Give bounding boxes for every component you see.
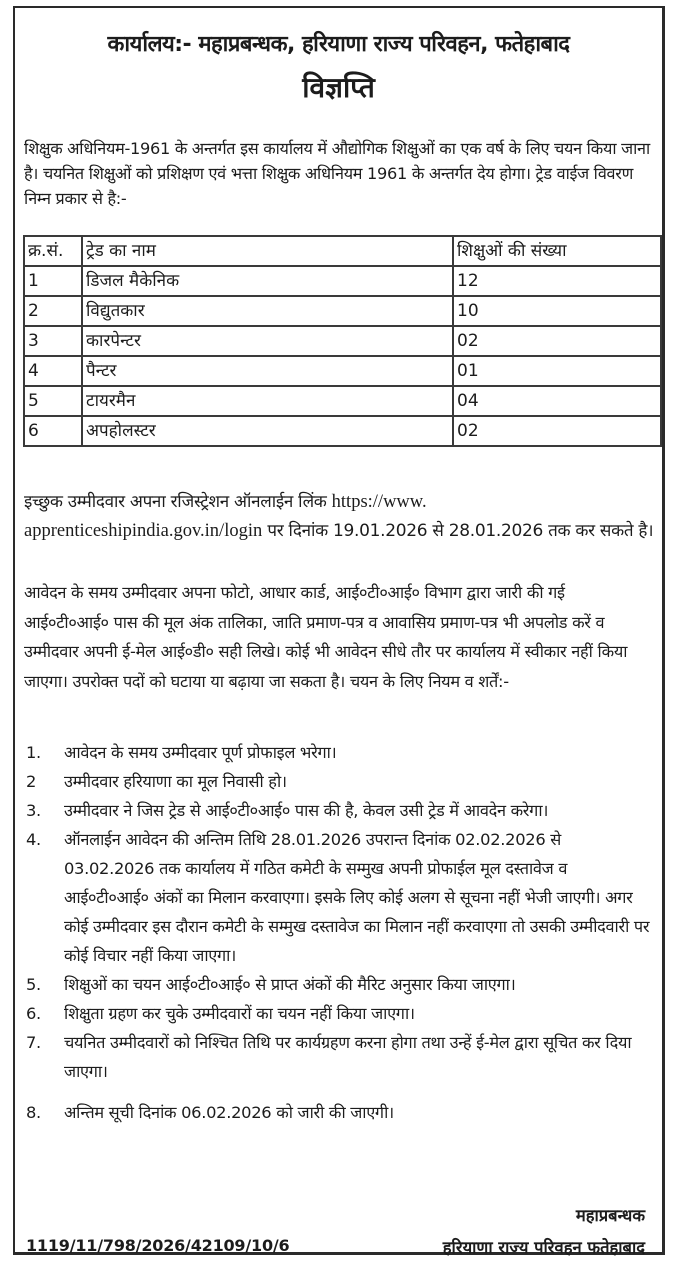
- rule-number: 2: [26, 772, 37, 791]
- registration-link-part2[interactable]: apprenticeshipindia.gov.in/login: [24, 521, 263, 541]
- header-trade: ट्रेड का नाम: [82, 236, 453, 266]
- row-count: 12: [453, 266, 661, 296]
- header-sno: क्र.सं.: [24, 236, 82, 266]
- table-row: [24, 296, 661, 326]
- rule-text: उम्मीदवार ने जिस ट्रेड से आई०टी०आई० पास की है, केवल उसी ट्रेड में आवदेन करेगा।: [64, 801, 549, 820]
- reference-number: 1119/11/798/2026/42109/10/6: [26, 1236, 290, 1255]
- row-sno: 5: [24, 386, 82, 416]
- row-sno: 2: [24, 296, 82, 326]
- rule-text: उम्मीदवार हरियाणा का मूल निवासी हो।: [64, 772, 287, 791]
- rule-number: 3.: [26, 801, 41, 820]
- signatory-designation: महाप्रबन्धक: [575, 1206, 645, 1225]
- row-count: 10: [453, 296, 661, 326]
- registration-paragraph: [24, 488, 654, 546]
- row-sno: 4: [24, 356, 82, 386]
- notice-title: विज्ञप्ति: [302, 71, 375, 104]
- row-count: 04: [453, 386, 661, 416]
- rule-text: शिक्षुओं का चयन आई०टी०आई० से प्राप्त अंकों की मैरिट अनुसार किया जाएगा।: [64, 975, 516, 994]
- rule-item: [24, 825, 654, 970]
- rule-item: [24, 999, 654, 1028]
- rule-number: 5.: [26, 975, 41, 994]
- rule-item: [24, 970, 654, 999]
- office-heading: कार्यालय:- महाप्रबन्धक, हरियाणा राज्य परिवहन, फतेहाबाद: [107, 32, 570, 57]
- row-count: 01: [453, 356, 661, 386]
- row-trade: डिजल मैकेनिक: [82, 266, 453, 296]
- registration-link-part1[interactable]: https://www.: [331, 492, 427, 512]
- rules-list: [24, 708, 654, 1127]
- table-row: [24, 356, 661, 386]
- row-count: 02: [453, 416, 661, 446]
- table-row: [24, 266, 661, 296]
- row-sno: 3: [24, 326, 82, 356]
- notice-frame: [13, 6, 665, 1255]
- registration-text-after: पर दिनांक 19.01.2026 से 28.01.2026 तक कर सकते है।: [267, 521, 654, 541]
- table-row: [24, 416, 661, 446]
- rule-item: [24, 738, 654, 767]
- rule-item: [24, 796, 654, 825]
- rule-text: ऑनलाईन आवेदन की अन्तिम तिथि 28.01.2026 उपरान्त दिनांक 02.02.2026 से 03.02.2026 तक कार्यालय में गठित कमेटी के सम्मुख अपनी प्रोफाईल मूल दस्तावेज व आई०टी०आई० अंकों का मिलान करवाएगा। इसके लिए कोई अलग से सूचना नहीं भेजी जाएगी। अगर कोई उम्मीदवार इस दौरान कमेटी के सम्मुख दस्तावेज का मिलान नहीं करवाएगा तो उसकी उम्मीदवारी पर कोई विचार नहीं किया जाएगा।: [64, 830, 650, 965]
- row-trade: पैन्टर: [82, 356, 453, 386]
- row-sno: 1: [24, 266, 82, 296]
- row-count: 02: [453, 326, 661, 356]
- registration-text-before: इच्छुक उम्मीदवार अपना रजिस्ट्रेशन ऑनलाईन लिंक: [24, 492, 327, 512]
- rule-number: 1.: [26, 743, 41, 762]
- signatory-organization: हरियाणा राज्य परिवहन फतेहाबाद: [442, 1238, 645, 1257]
- rule-text: चयनित उम्मीदवारों को निश्चित तिथि पर कार्यग्रहण करना होगा तथा उन्हें ई-मेल द्वारा सूचित कर दिया जाएगा।: [64, 1033, 632, 1081]
- rule-number: 4.: [26, 830, 41, 849]
- rule-item: [24, 1028, 654, 1086]
- row-sno: 6: [24, 416, 82, 446]
- rule-number: 7.: [26, 1033, 41, 1052]
- header-count: शिक्षुओं की संख्या: [453, 236, 661, 266]
- row-trade: अपहोलस्टर: [82, 416, 453, 446]
- row-trade: टायरमैन: [82, 386, 453, 416]
- application-paragraph: आवेदन के समय उम्मीदवार अपना फोटो, आधार कार्ड, आई०टी०आई० विभाग द्वारा जारी की गई आई०टी०आई० पास की मूल अंक तालिका, जाति प्रमाण-पत्र व आवासिय प्रमाण-पत्र भी अपलोड करें व उम्मीदवार अपनी ई-मेल आई०डी० सही लिखे। कोई भी आवेदन सीधे तौर पर कार्यालय में स्वीकार नहीं किया जाएगा। उपरोक्त पदों को घटाया या बढ़ाया जा सकता है। चयन के लिए नियम व शर्तें:-: [24, 583, 628, 691]
- table-row: [24, 386, 661, 416]
- intro-paragraph: शिक्षुक अधिनियम-1961 के अन्तर्गत इस कार्यालय में औद्योगिक शिक्षुओं का एक वर्ष के लिए चयन किया जाना है। चयनित शिक्षुओं को प्रशिक्षण एवं भत्ता शिक्षुक अधिनियम 1961 के अन्तर्गत देय होगा। ट्रेड वाईज विवरण निम्न प्रकार से है:-: [24, 139, 650, 208]
- rule-item: [24, 1098, 654, 1127]
- rule-text: आवेदन के समय उम्मीदवार पूर्ण प्रोफाइल भरेगा।: [64, 743, 337, 762]
- rule-number: 6.: [26, 1004, 41, 1023]
- table-header-row: [24, 236, 661, 266]
- row-trade: कारपेन्टर: [82, 326, 453, 356]
- table-row: [24, 326, 661, 356]
- rule-text: शिक्षुता ग्रहण कर चुके उम्मीदवारों का चयन नहीं किया जाएगा।: [64, 1004, 415, 1023]
- trades-table: [23, 235, 662, 447]
- rule-item: [24, 767, 654, 796]
- rule-text: अन्तिम सूची दिनांक 06.02.2026 को जारी की जाएगी।: [64, 1103, 394, 1122]
- rule-number: 8.: [26, 1103, 41, 1122]
- row-trade: विद्युतकार: [82, 296, 453, 326]
